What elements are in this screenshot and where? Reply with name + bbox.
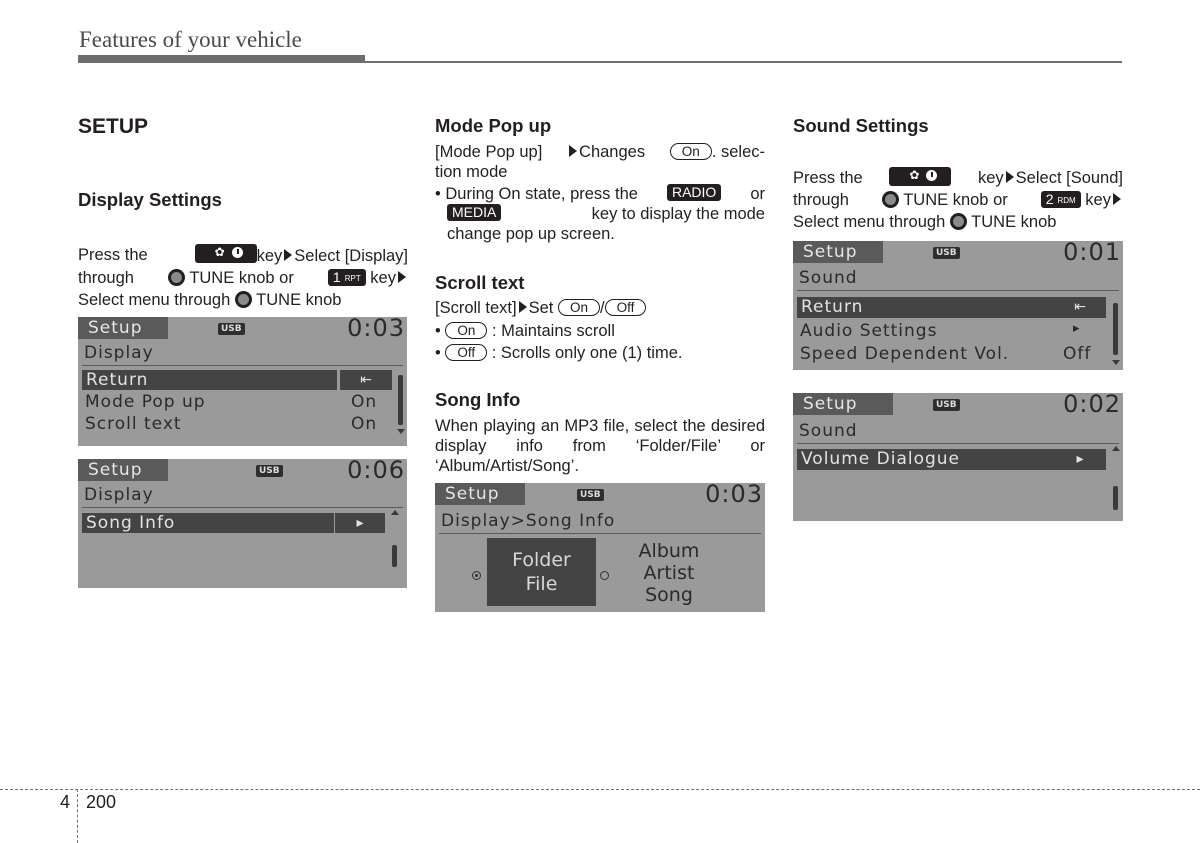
on-pill: On bbox=[445, 322, 487, 339]
display-settings-heading: Display Settings bbox=[78, 189, 222, 210]
arrow-right-icon bbox=[1113, 193, 1121, 205]
usb-badge: USB bbox=[218, 323, 245, 335]
option-album-artist-song[interactable]: Album Artist Song bbox=[638, 540, 700, 606]
radio-album-artist-song[interactable] bbox=[600, 571, 609, 580]
scroll-up-icon bbox=[391, 510, 399, 515]
usb-badge: USB bbox=[933, 399, 960, 411]
section-title: SETUP bbox=[78, 115, 149, 138]
scrollbar[interactable] bbox=[1113, 486, 1118, 510]
tune-knob-icon bbox=[950, 213, 967, 230]
scroll-up-icon bbox=[1112, 446, 1120, 451]
sound-settings-heading: Sound Settings bbox=[793, 115, 929, 136]
usb-badge: USB bbox=[256, 465, 283, 477]
sound-instructions: Press the ✿ key Select [Sound] through TUNE knob or 2 $_{RDM}$ key Select menu through TUNE knob bbox=[793, 168, 1123, 231]
scrollbar[interactable] bbox=[1113, 303, 1118, 355]
lcd-song-info-select bbox=[435, 483, 765, 612]
usb-badge: USB bbox=[933, 247, 960, 259]
lcd-subtitle: Sound bbox=[799, 421, 858, 441]
radio-key: RADIO bbox=[667, 184, 721, 201]
lcd-time: 0:01 bbox=[1063, 241, 1121, 266]
lcd-subtitle: Display bbox=[84, 485, 154, 505]
scroll-down-icon bbox=[397, 429, 405, 434]
menu-value: On bbox=[351, 414, 378, 434]
radio-folder-file[interactable] bbox=[472, 571, 481, 580]
lcd-time: 0:03 bbox=[347, 317, 405, 342]
chevron-right-icon: ▸ bbox=[1054, 449, 1106, 470]
scrollbar[interactable] bbox=[392, 545, 397, 567]
page-header-title: Features of your vehicle bbox=[79, 27, 302, 52]
media-key: MEDIA bbox=[447, 204, 501, 221]
header-rule-thick bbox=[78, 55, 365, 63]
off-pill: Off bbox=[605, 299, 647, 316]
option-folder-file[interactable]: Folder File bbox=[487, 538, 596, 606]
arrow-right-icon bbox=[1006, 171, 1014, 183]
menu-item-return[interactable]: Return bbox=[82, 370, 337, 390]
scroll-text-body: [Scroll text] Set On / Off • On : Maintains scroll • Off : Scrolls only one (1) time. bbox=[435, 299, 683, 362]
rdm-key-icon: 2 $_{RDM}$ bbox=[1041, 191, 1081, 208]
scroll-text-heading: Scroll text bbox=[435, 272, 525, 293]
arrow-right-icon bbox=[398, 271, 406, 283]
lcd-subtitle: Display>Song Info bbox=[441, 511, 616, 531]
lcd-tab: Setup bbox=[435, 483, 525, 505]
menu-item-speed-dependent-vol[interactable]: Speed Dependent Vol. bbox=[800, 344, 1010, 364]
display-instructions: Press the ✿ key Select [Display] through TUNE knob or 1 $_{RPT}$ key Select menu through TUNE knob bbox=[78, 245, 408, 309]
lcd-time: 0:02 bbox=[1063, 393, 1121, 418]
page-number: 200 bbox=[86, 792, 117, 812]
mode-pop-up-text: [Mode Pop up] Changes On . selec- tion mode • During On state, press the RADIO or MEDIA key to display the mode change pop up screen. bbox=[435, 143, 765, 243]
lcd-display-song-info bbox=[78, 459, 407, 588]
arrow-right-icon bbox=[519, 301, 527, 313]
menu-item-volume-dialogue[interactable]: Volume Dialogue bbox=[797, 449, 1054, 470]
menu-value: On bbox=[351, 392, 378, 412]
tune-knob-icon bbox=[235, 291, 252, 308]
menu-item-song-info[interactable]: Song Info bbox=[82, 513, 334, 533]
menu-item-scroll-text[interactable]: Scroll text bbox=[85, 414, 182, 434]
mode-pop-up-heading: Mode Pop up bbox=[435, 115, 552, 136]
menu-item-mode-pop-up[interactable]: Mode Pop up bbox=[85, 392, 206, 412]
return-icon: ⇤ bbox=[1054, 297, 1106, 318]
arrow-right-icon bbox=[569, 145, 577, 157]
tune-knob-icon bbox=[168, 269, 185, 286]
return-icon: ⇤ bbox=[340, 370, 392, 390]
lcd-sound-menu bbox=[793, 241, 1123, 370]
arrow-right-icon bbox=[284, 249, 292, 261]
lcd-display-menu bbox=[78, 317, 407, 446]
rpt-key-icon: 1 $_{RPT}$ bbox=[328, 269, 366, 286]
menu-item-audio-settings[interactable]: Audio Settings bbox=[800, 321, 938, 341]
lcd-volume-dialogue bbox=[793, 393, 1123, 521]
menu-item-return[interactable]: Return bbox=[797, 297, 1054, 318]
on-pill: On bbox=[558, 299, 600, 316]
lcd-tab: Setup bbox=[793, 393, 893, 415]
lcd-tab: Setup bbox=[78, 317, 168, 339]
off-pill: Off bbox=[445, 344, 487, 361]
scrollbar[interactable] bbox=[398, 375, 403, 425]
footer-divider bbox=[77, 789, 78, 843]
chevron-right-icon: ▸ bbox=[1073, 321, 1081, 336]
menu-value: Off bbox=[1063, 344, 1092, 364]
tune-knob-icon bbox=[882, 191, 899, 208]
on-pill: On bbox=[670, 143, 712, 160]
lcd-time: 0:06 bbox=[347, 459, 405, 484]
header-rule-thin bbox=[365, 61, 1122, 63]
chapter-number: 4 bbox=[60, 792, 71, 812]
song-info-heading: Song Info bbox=[435, 389, 521, 410]
lcd-time: 0:03 bbox=[705, 483, 763, 508]
song-info-text: When playing an MP3 file, select the desired display info from ‘Folder/File’ or ‘Album/Artist/Song’. bbox=[435, 417, 765, 475]
chevron-right-icon: ▸ bbox=[335, 513, 385, 533]
setup-key-icon: ✿ bbox=[195, 244, 257, 263]
scroll-down-icon bbox=[1112, 360, 1120, 365]
footer-rule bbox=[0, 789, 1200, 790]
lcd-tab: Setup bbox=[793, 241, 883, 263]
lcd-subtitle: Display bbox=[84, 343, 154, 363]
usb-badge: USB bbox=[577, 489, 604, 501]
lcd-subtitle: Sound bbox=[799, 268, 858, 288]
setup-key-icon: ✿ bbox=[889, 167, 951, 186]
lcd-tab: Setup bbox=[78, 459, 168, 481]
